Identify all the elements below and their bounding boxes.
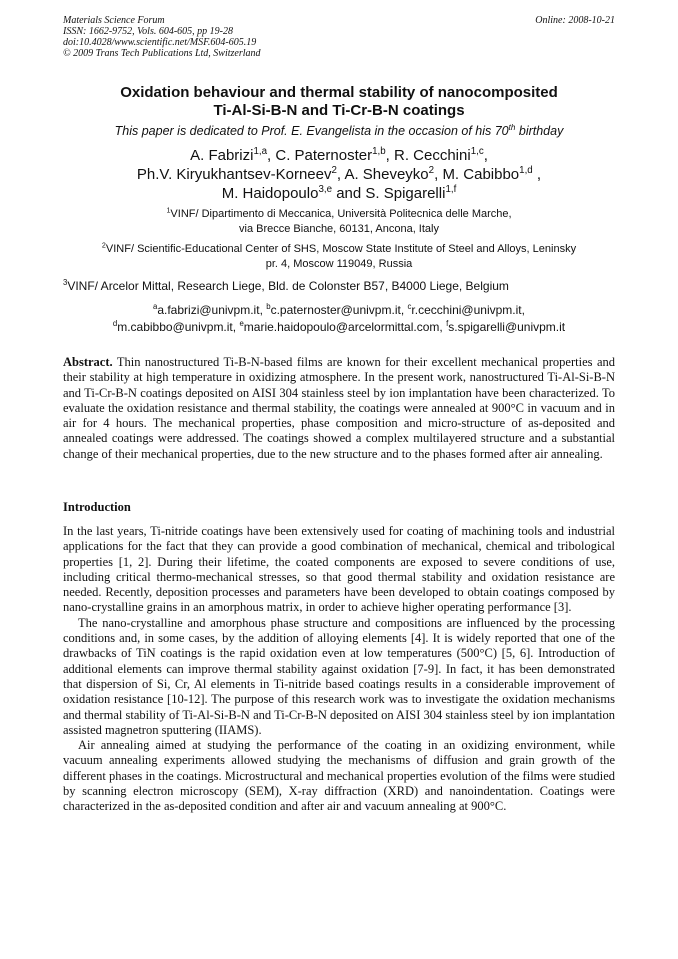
email: r.cecchini@univpm.it (411, 303, 522, 317)
affil-num: 1 (166, 206, 171, 215)
email: s.spigarelli@univpm.it (448, 320, 566, 334)
abstract (63, 355, 615, 462)
author: Ph.V. Kiryukhantsev-Korneev (136, 166, 332, 183)
abstract-text: Thin nanostructured Ti-B-N-based films are known for their excellent mechanical properties and their stability at high temperature in oxidizing atmosphere. In the present work, nanostructured Ti-Al-Si-B-N and Ti-Cr-B-N coatings deposited on AISI 304 stainless steel by ion implantation have been characterized. To evaluate the oxidation resistance and thermal stability, the coatings were annealed at 900°C in vacuum and in air for 4 hours. The mechanical properties, phase composition and micro-structure of as-deposited and annealed coatings were addressed. The coatings showed a complex multilayered structure and a substantial change of their mechanical properties, due to the new structure and to the phases formed after air annealing. (63, 355, 615, 461)
author: S. Spigarelli (365, 185, 446, 202)
affil-text: via Brecce Bianche, 60131, Ancona, Italy (239, 223, 439, 235)
author-affil: 2 (331, 165, 337, 176)
title-line-2: Ti-Al-Si-B-N and Ti-Cr-B-N coatings (213, 102, 465, 119)
paragraph: The nano-crystalline and amorphous phase structure and compositions are influenced by the processing conditions and, in some cases, by the addition of alloying elements [4]. It is widely reported that one of the drawbacks of TiN coatings is the rapid oxidation even at low temperatures (500°C) [5, 6]. Introduction of additional elements can improve thermal stability against oxidation [7-9]. In fact, it has been demonstrated that dispersion of Si, Cr, Al elements in Ti-nitride based coatings results in a considerable improvement of oxidation resistance [10-12]. The purpose of this research work was to investigate the oxidation mechanisms and thermal stability of Ti-Al-Si-B-N and Ti-Cr-B-N deposited on AISI 304 stainless steel by ion implantation assisted magnetron sputtering (IIAMS). (63, 615, 615, 737)
author: A. Fabrizi (190, 147, 254, 164)
affil-text: VINF/ Dipartimento di Meccanica, Università Politecnica delle Marche, (170, 208, 512, 220)
paragraph: Air annealing aimed at studying the performance of the coating in an oxidizing environment, while vacuum annealing experiments allowed studying the mechanisms of diffusion and grain growth of the different phases in the coatings. Microstructural and mechanical properties evolution of the films were studied by scanning electron microscopy (SEM), X-ray diffraction (XRD) and nanoindentation. Coatings were characterized in the as-deposited condition and after air and vacuum annealing at 900°C. (63, 738, 615, 814)
introduction-body (63, 524, 615, 815)
affil-num: 3 (63, 278, 68, 287)
dedication-text: This paper is dedicated to Prof. E. Evangelista in the occasion of his 70 (114, 124, 509, 138)
author: R. Cecchini (394, 147, 471, 164)
affil-text: VINF/ Scientific-Educational Center of SHS, Moscow State Institute of Steel and Alloys, Leninsky (105, 243, 577, 255)
email-list: $^a$a.fabrizi@univpm.it, $^b$c.paternoster@univpm.it, $^c$r.cecchini@univpm.it, $^d$m.cabibbo@univpm.it, $^e$marie.haidopoulo@arcelormittal.com, $^f$s.spigarelli@univpm.it (112, 302, 566, 334)
dedication-suffix: birthday (515, 124, 564, 138)
author-affil: 1,c (470, 146, 484, 157)
affil-text: pr. 4, Moscow 119049, Russia (265, 258, 413, 270)
author-line-2: Ph.V. Kiryukhantsev-Korneev$^2$, A. Sheveyko$^2$, M. Cabibbo$^{1,d}$ , (136, 165, 542, 183)
email: marie.haidopoulo@arcelormittal.com (243, 320, 440, 334)
author: M. Cabibbo (442, 166, 520, 183)
author-and: and (336, 185, 362, 202)
author: A. Sheveyko (344, 166, 429, 183)
dedication (40, 124, 638, 138)
affil-num: 2 (101, 241, 106, 250)
author-affil: 3,e (318, 184, 333, 195)
journal-name: Materials Science Forum (63, 15, 165, 26)
author-line-3 (60, 184, 618, 203)
dedication-sup: th (508, 122, 516, 132)
section-heading: Introduction (63, 500, 131, 514)
author-list (60, 146, 618, 203)
author-affil: 1,f (445, 184, 457, 195)
journal-issn: ISSN: 1662-9752, Vols. 604-605, pp 19-28 (63, 26, 233, 37)
journal-header (63, 15, 261, 59)
email: m.cabibbo@univpm.it (117, 320, 233, 334)
journal-doi: doi:10.4028/www.scientific.net/MSF.604-605.19 (63, 37, 257, 48)
affiliation-3 (63, 279, 615, 294)
author-affil: 1,d (519, 165, 533, 176)
author: C. Paternoster (275, 147, 373, 164)
paper-title (60, 84, 618, 120)
author-affil: 1,a (253, 146, 268, 157)
paragraph: In the last years, Ti-nitride coatings have been extensively used for coating of machining tools and industrial applications for the fact that they can provide a good combination of mechanical, chemical and tribological properties [1, 2]. During their lifetime, the coated components are exposed to severe conditions of use, including critical thermo-mechanical stresses, so that good thermal stability and oxidation resistance are needed. Recently, deposition processes and parameters have been developed to obtain coatings composed by nano-crystalline grains in an amorphous matrix, in order to achieve higher operating performance [3]. (63, 524, 615, 615)
author-line-1: A. Fabrizi$^{1,a}$, C. Paternoster$^{1,b}$, R. Cecchini$^{1,c}$, (190, 146, 488, 164)
email: a.fabrizi@univpm.it (157, 303, 260, 317)
title-line-1: Oxidation behaviour and thermal stability of nanocomposited (120, 84, 558, 101)
affiliation-1 (63, 207, 615, 237)
journal-copyright: © 2009 Trans Tech Publications Ltd, Switzerland (63, 48, 261, 59)
abstract-label: Abstract. (63, 355, 113, 369)
author-affil: 2 (428, 165, 435, 176)
affiliation-2 (63, 242, 615, 272)
email: c.paternoster@univpm.it (270, 303, 401, 317)
author: M. Haidopoulo (221, 185, 319, 202)
author-affil: 1,b (372, 146, 386, 157)
online-date: Online: 2008-10-21 (535, 15, 615, 26)
affil-text: VINF/ Arcelor Mittal, Research Liege, Bld. de Colonster B57, B4000 Liege, Belgium (67, 279, 509, 293)
